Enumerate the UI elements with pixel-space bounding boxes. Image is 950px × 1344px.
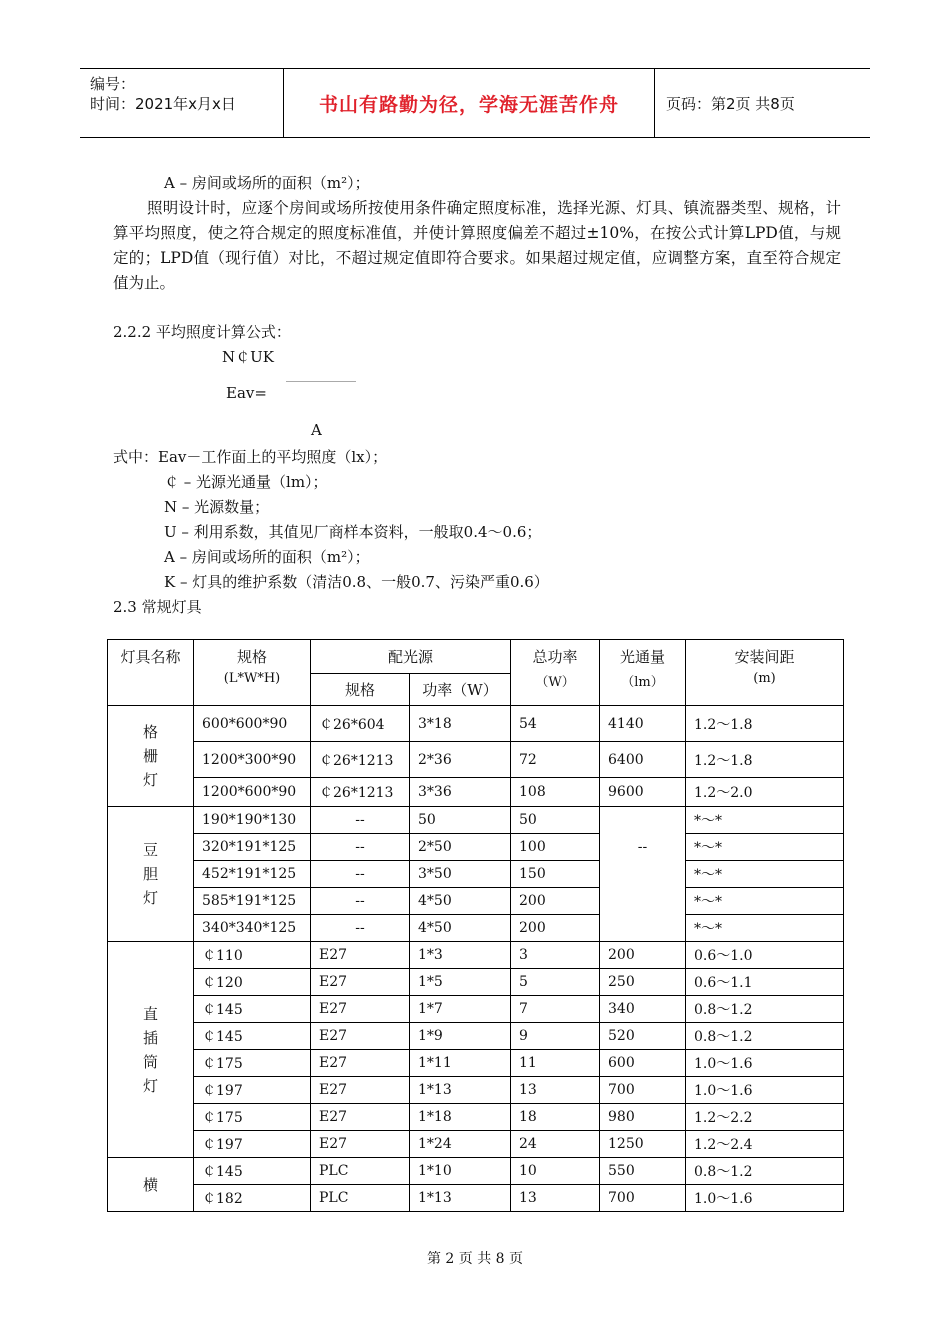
cell: E27 [311,1104,410,1131]
table-row [108,1131,844,1158]
cell: 9 [511,1023,600,1050]
cell: 13 [511,1185,600,1212]
cell: 4*50 [410,915,511,942]
header-meta [80,69,284,137]
cell: 6400 [600,742,686,778]
cell: PLC [311,1158,410,1185]
cell: 1*5 [410,969,511,996]
section-2-3-heading: 2.3 常规灯具 [113,598,202,616]
cell: ￠145 [194,1023,311,1050]
cell: E27 [311,969,410,996]
cell: 1.2～2.0 [686,778,844,807]
cell: 1*3 [410,942,511,969]
header-name: 灯具名称 [108,640,194,706]
header-total-power-unit: （W） [535,675,575,690]
cell: 1*13 [410,1185,511,1212]
table-row [108,888,844,915]
cell: 3*50 [410,861,511,888]
cell: 340 [600,996,686,1023]
cell: 1.2～1.8 [686,742,844,778]
cell: ￠26*604 [311,706,410,742]
cell: 4*50 [410,888,511,915]
def-a: A – 房间或场所的面积（m²）； [164,548,370,566]
lighting-design-paragraph: 照明设计时，应逐个房间或场所按使用条件确定照度标准，选择光源、灯具、镇流器类型、规格，计算平均照度，使之符合规定的照度标准值，并使计算照度偏差不超过±10%，在按公式计算LPD值，与规定的；LPD值（现行值）对比，不超过规定值即符合要求。如果超过规定值，应调整方案，直至符合规定值为止。 [113,199,841,292]
cell: 10 [511,1158,600,1185]
table-row [108,969,844,996]
cell: ￠145 [194,996,311,1023]
cell: E27 [311,942,410,969]
cell: *～* [686,807,844,834]
number-label: 编号： [90,75,136,93]
cell: 1.0～1.6 [686,1050,844,1077]
cell: 2*36 [410,742,511,778]
cell: 50 [410,807,511,834]
def-n: N – 光源数量； [164,498,270,516]
cell: 1.0～1.6 [686,1077,844,1104]
header-ls-spec: 规格 [311,674,410,706]
header-total-power: 总功率 （W） [511,640,600,706]
cell: 1250 [600,1131,686,1158]
cell: 24 [511,1131,600,1158]
table-row [108,742,844,778]
header-motto: 书山有路勤为径，学海无涯苦作舟 [284,69,655,137]
cell: -- [311,861,410,888]
cell: 1*9 [410,1023,511,1050]
cell: E27 [311,1131,410,1158]
cell: ￠120 [194,969,311,996]
luminaire-table [107,639,844,1212]
cell: 200 [511,888,600,915]
cell: 585*191*125 [194,888,311,915]
cell: *～* [686,834,844,861]
cell: 18 [511,1104,600,1131]
table-row [108,861,844,888]
def-u: U – 利用系数，其值见厂商样本资料，一般取0.4～0.6； [164,523,542,541]
cell: PLC [311,1185,410,1212]
table-row [108,1023,844,1050]
table-row [108,1104,844,1131]
cell: 1.0～1.6 [686,1185,844,1212]
header-flux-unit: （lm） [621,675,664,690]
header-spacing-unit: (m) [753,671,776,686]
cell: ￠197 [194,1077,311,1104]
formula-denominator: A [311,421,322,439]
table-row [108,915,844,942]
cell: E27 [311,1023,410,1050]
table-row [108,778,844,807]
cell: 150 [511,861,600,888]
def-k: K – 灯具的维护系数（清洁0.8、一般0.7、污染严重0.6） [164,573,549,591]
cell: -- [311,915,410,942]
cell: 2*50 [410,834,511,861]
cell: 600*600*90 [194,706,311,742]
table-row [108,942,844,969]
formula-numerator: N￠UK [222,348,274,366]
cell: 700 [600,1077,686,1104]
cell: 190*190*130 [194,807,311,834]
time-label: 时间：2021年x月x日 [90,95,236,113]
formula-fraction-line [286,381,356,382]
formula-lhs: Eav= [226,384,267,402]
cell: 72 [511,742,600,778]
table-row [108,706,844,742]
header-ls-power: 功率（W） [410,674,511,706]
cell: 0.6～1.0 [686,942,844,969]
cell: 1.2～1.8 [686,706,844,742]
cell: ￠110 [194,942,311,969]
cell: 1*7 [410,996,511,1023]
page-header [80,68,870,138]
cell: *～* [686,861,844,888]
cell: 1*24 [410,1131,511,1158]
table-row [108,834,844,861]
cell: 1*10 [410,1158,511,1185]
cell: *～* [686,888,844,915]
luminaire-table-body [108,706,844,1212]
cell: 1*13 [410,1077,511,1104]
cell: ￠182 [194,1185,311,1212]
cell: E27 [311,1077,410,1104]
cell: 100 [511,834,600,861]
group-name: 格栅灯 [108,706,194,807]
cell: -- [311,834,410,861]
cell: -- [311,807,410,834]
cell: 11 [511,1050,600,1077]
cell: 0.8～1.2 [686,996,844,1023]
cell: 0.8～1.2 [686,1158,844,1185]
table-row [108,1185,844,1212]
cell: ￠175 [194,1050,311,1077]
header-light-source: 配光源 [311,640,511,674]
group-name: 直插筒灯 [108,942,194,1158]
header-spec-unit: (L*W*H) [223,671,281,686]
cell: 340*340*125 [194,915,311,942]
table-row [108,1077,844,1104]
area-definition: A – 房间或场所的面积（m²）； [164,174,370,192]
cell: -- [600,807,686,942]
def-eav: 式中：Eav－工作面上的平均照度（lx）； [113,448,388,466]
cell: ￠26*1213 [311,778,410,807]
cell: 0.6～1.1 [686,969,844,996]
cell: 1*18 [410,1104,511,1131]
cell: 1.2～2.4 [686,1131,844,1158]
cell: 200 [600,942,686,969]
cell: 50 [511,807,600,834]
header-flux: 光通量 （lm） [600,640,686,706]
cell: 1200*300*90 [194,742,311,778]
cell: 550 [600,1158,686,1185]
cell: 1.2～2.2 [686,1104,844,1131]
cell: 1*11 [410,1050,511,1077]
header-spacing: 安装间距 (m) [686,640,844,706]
cell: 980 [600,1104,686,1131]
table-row [108,1158,844,1185]
cell: E27 [311,996,410,1023]
cell: ￠175 [194,1104,311,1131]
cell: ￠26*1213 [311,742,410,778]
cell: 13 [511,1077,600,1104]
cell: 520 [600,1023,686,1050]
cell: 320*191*125 [194,834,311,861]
cell: -- [311,888,410,915]
cell: 54 [511,706,600,742]
cell: 0.8～1.2 [686,1023,844,1050]
cell: 600 [600,1050,686,1077]
cell: 200 [511,915,600,942]
cell: 7 [511,996,600,1023]
cell: *～* [686,915,844,942]
group-name: 横 [108,1158,194,1212]
def-flux: ￠ – 光源光通量（lm）； [164,473,328,491]
header-spec: 规格 (L*W*H) [194,640,311,706]
cell: E27 [311,1050,410,1077]
section-2-2-2-heading: 2.2.2 平均照度计算公式： [113,323,291,341]
cell: 9600 [600,778,686,807]
cell: 5 [511,969,600,996]
cell: 700 [600,1185,686,1212]
cell: ￠197 [194,1131,311,1158]
cell: 3*18 [410,706,511,742]
page-footer: 第 2 页 共 8 页 [426,1251,524,1267]
table-row [108,996,844,1023]
cell: 1200*600*90 [194,778,311,807]
cell: ￠145 [194,1158,311,1185]
table-row [108,807,844,834]
cell: 3*36 [410,778,511,807]
cell: 4140 [600,706,686,742]
cell: 108 [511,778,600,807]
cell: 3 [511,942,600,969]
page-number-label: 页码：第2页 共8页 [666,94,795,113]
cell: 452*191*125 [194,861,311,888]
group-name: 豆胆灯 [108,807,194,942]
cell: 250 [600,969,686,996]
table-row [108,1050,844,1077]
